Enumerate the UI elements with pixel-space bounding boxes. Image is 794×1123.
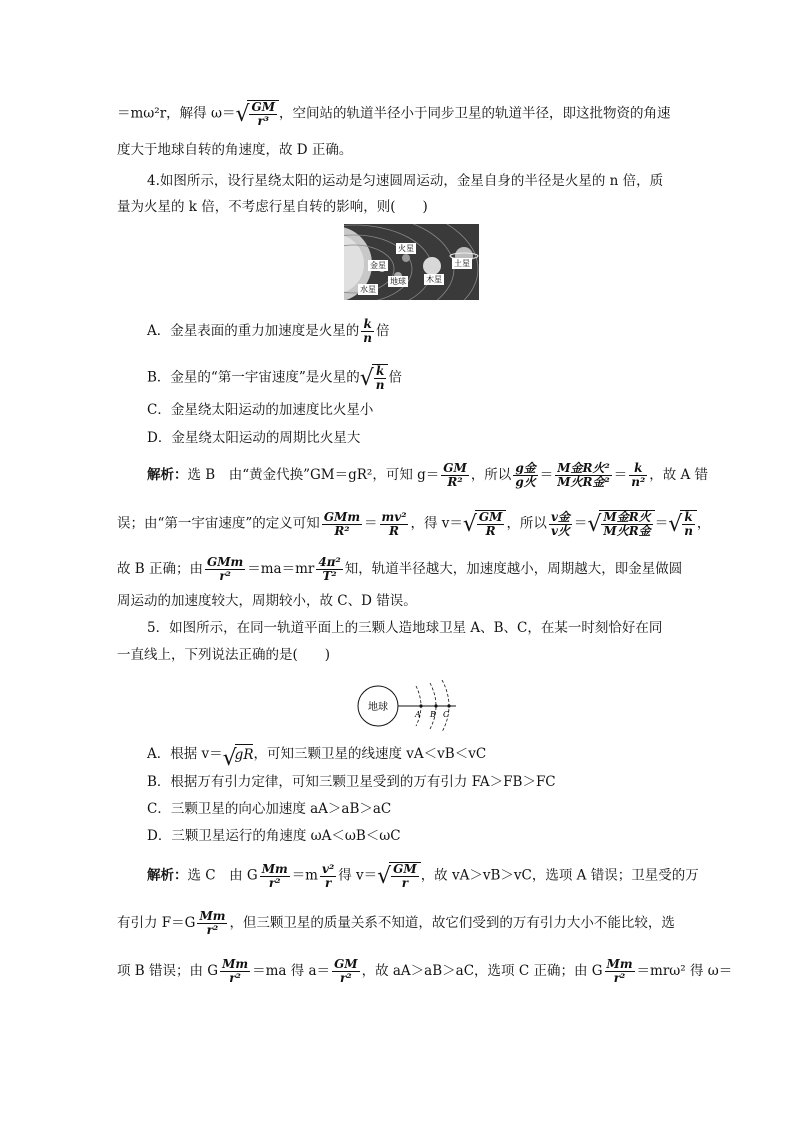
fraction-numerator: √ k	[374, 365, 387, 379]
text-span: 倍	[375, 323, 390, 339]
fraction-denominator: r²	[206, 923, 219, 937]
solar-system-figure	[344, 224, 479, 300]
text-span: A．根据 v＝	[147, 746, 223, 762]
fraction-numerator: √ k	[682, 511, 695, 525]
mercury-label: 水星	[360, 285, 376, 294]
fraction-denominator: r²	[229, 971, 241, 985]
satellite-figure	[352, 680, 467, 732]
option-4b	[147, 364, 402, 392]
mars-label: 火星	[398, 244, 414, 253]
fraction-denominator: R	[485, 524, 496, 538]
text-span: ＝	[613, 467, 628, 483]
text-span: 知，轨道半径越大，加速度越小，周期越大，即金星做圆	[344, 561, 683, 577]
text-span: 误；由“第一宇宙速度”的定义可知	[117, 515, 320, 532]
fraction-denominator: r²	[340, 971, 352, 985]
sqrt	[463, 510, 507, 538]
text-span: ，故 aA＞aB＞aC，选项 C 正确；由 G	[361, 963, 603, 979]
fraction-numerator: √ GM	[251, 100, 276, 114]
sqrt	[360, 364, 389, 392]
fraction-denominator: M火R金	[603, 524, 651, 538]
fraction-numerator: Mm	[222, 957, 249, 971]
fraction-denominator: M火R金²	[557, 475, 610, 489]
fraction-denominator: R	[389, 523, 399, 538]
text-span: 故 B 正确；由	[117, 561, 204, 577]
text-span: ，得 v＝	[410, 515, 463, 532]
option-5b: B．根据万有引力定律，可知三颗卫星受到的万有引力 FA＞FB＞FC	[147, 774, 556, 790]
fraction-denominator: n	[363, 331, 372, 345]
fraction-denominator: g火	[515, 475, 536, 489]
text-span: 选 C 由 G	[187, 867, 258, 884]
earth-label: 地球	[368, 702, 388, 713]
answer-5-line-1	[147, 862, 699, 890]
fraction-denominator: T²	[322, 569, 337, 583]
text-span: ＝	[364, 515, 378, 532]
fraction-denominator: n	[684, 524, 693, 538]
fraction-numerator: √ GM	[478, 510, 503, 524]
fraction-denominator: r²	[219, 569, 231, 583]
option-5d: D．三颗卫星运行的角速度 ωA＜ωB＜ωC	[147, 828, 401, 844]
fraction-denominator: R²	[334, 523, 350, 538]
text-line	[117, 100, 671, 128]
text-span: 项 B 错误；由 G	[117, 963, 219, 979]
answer-label: 解析：	[147, 867, 188, 884]
fraction-numerator: Mm	[606, 957, 633, 971]
text-span: ，故 vA＞vB＞vC，选项 A 错误；卫星受的万	[420, 867, 699, 884]
text-span: 倍	[388, 369, 402, 386]
saturn-label: 土星	[454, 259, 470, 268]
venus-label: 金星	[370, 261, 386, 270]
answer-5-line-2	[117, 910, 675, 937]
satellite-b-label: B	[430, 710, 436, 719]
text-span: ＝	[539, 467, 554, 483]
sqrt	[377, 862, 421, 890]
sqrt	[668, 510, 697, 538]
text-span: ＝ma 得 a＝	[252, 963, 331, 979]
fraction-numerator: g金	[515, 461, 536, 475]
text-span: ＝	[654, 515, 669, 532]
fraction-numerator: GM	[443, 461, 467, 475]
text-span: 得 v＝	[338, 867, 378, 884]
fraction-numerator: Mm	[199, 909, 226, 923]
fraction-numerator: 4π²	[318, 555, 341, 569]
text-span: ＝m	[291, 867, 318, 884]
option-5a	[147, 744, 486, 765]
answer-4-line-2	[117, 510, 710, 538]
question-4-line-1: 4.如图所示，设行星绕太阳的运动是匀速圆周运动，金星自身的半径是火星的 n 倍，质	[147, 173, 664, 189]
satellite-c-label: C	[443, 710, 450, 719]
fraction-numerator: M金R火²	[557, 461, 610, 475]
sqrt	[587, 510, 654, 538]
text-span: ，故 A 错	[649, 467, 709, 483]
text-span: 有引力 F＝G	[117, 915, 196, 931]
satellite-a-label: A	[415, 710, 421, 719]
answer-4-line-4: 周运动的加速度较大，周期较小，故 C、D 错误。	[117, 593, 417, 609]
radicand: gR	[235, 744, 254, 765]
text-span: ，但三颗卫星的质量关系不知道，故它们受到的万有引力大小不能比较，选	[229, 915, 675, 931]
fraction-denominator: R²	[447, 475, 463, 489]
text-span: ，可知三颗卫星的线速度 vA＜vB＜vC	[253, 746, 487, 762]
sqrt	[235, 100, 279, 128]
fraction-numerator: GM	[334, 957, 358, 971]
question-5-line-1: 5．如图所示，在同一轨道平面上的三颗人造地球卫星 A、B、C，在某一时刻恰好在同	[147, 620, 663, 636]
text-span: ＝	[573, 515, 588, 532]
fraction-numerator: √ M金R火	[603, 510, 651, 524]
option-5c: C．三颗卫星的向心加速度 aA＞aB＞aC	[147, 801, 392, 817]
earth-label: 地球	[390, 277, 406, 286]
answer-4-line-1	[147, 462, 708, 489]
text-span: ＝ma＝mr	[247, 561, 315, 577]
fraction-numerator: v金	[550, 509, 570, 524]
answer-label: 解析：	[147, 467, 188, 483]
fraction-numerator: GMm	[323, 509, 361, 524]
fraction-denominator: n	[375, 378, 385, 392]
fraction-denominator: r	[324, 875, 332, 890]
sqrt	[223, 744, 254, 765]
fraction-denominator: r²	[613, 971, 626, 985]
question-5-line-2: 一直线上，下列说法正确的是( )	[117, 647, 331, 663]
text-span: A．金星表面的重力加速度是火星的	[147, 323, 360, 339]
text-span: ，所以	[470, 467, 512, 483]
fraction-denominator: n²	[631, 475, 646, 489]
text-span: ，	[696, 515, 711, 532]
fraction-numerator: mv²	[381, 509, 407, 524]
text-span: ，所以	[506, 515, 547, 532]
fraction-denominator: r³	[257, 114, 270, 128]
option-4d: D．金星绕太阳运动的周期比火星大	[147, 430, 361, 446]
text-span: B．金星的“第一宇宙速度”是火星的	[147, 369, 360, 386]
fraction-numerator: GMm	[207, 555, 244, 569]
fraction-numerator: √ GM	[393, 862, 417, 876]
fraction-numerator: k	[361, 318, 374, 332]
fraction-numerator: Mm	[261, 861, 288, 876]
fraction-numerator: v²	[322, 861, 335, 876]
option-4c: C．金星绕太阳运动的加速度比火星小	[147, 402, 374, 418]
fraction-numerator: k	[629, 462, 647, 476]
answer-4-line-3	[117, 556, 682, 583]
fraction-denominator: r²	[268, 875, 281, 890]
text-span: ＝mrω² 得 ω＝	[636, 963, 733, 979]
question-4-line-2: 量为火星的 k 倍，不考虑行星自转的影响，则( )	[117, 199, 428, 215]
jupiter-label: 木星	[426, 275, 442, 284]
answer-5-line-3	[117, 958, 732, 985]
text-span: ＝mω²r，解得 ω＝	[117, 105, 236, 122]
option-4a	[147, 318, 389, 345]
fraction-denominator: v火	[550, 523, 570, 538]
fraction-denominator: r	[401, 876, 409, 890]
text-span: ，空间站的轨道半径小于同步卫星的轨道半径，即这批物资的角速	[279, 105, 671, 122]
text-span: 选 B 由“黄金代换”GM＝gR²，可知 g＝	[187, 467, 440, 483]
text-line: 度大于地球自转的角速度，故 D 正确。	[117, 142, 353, 158]
